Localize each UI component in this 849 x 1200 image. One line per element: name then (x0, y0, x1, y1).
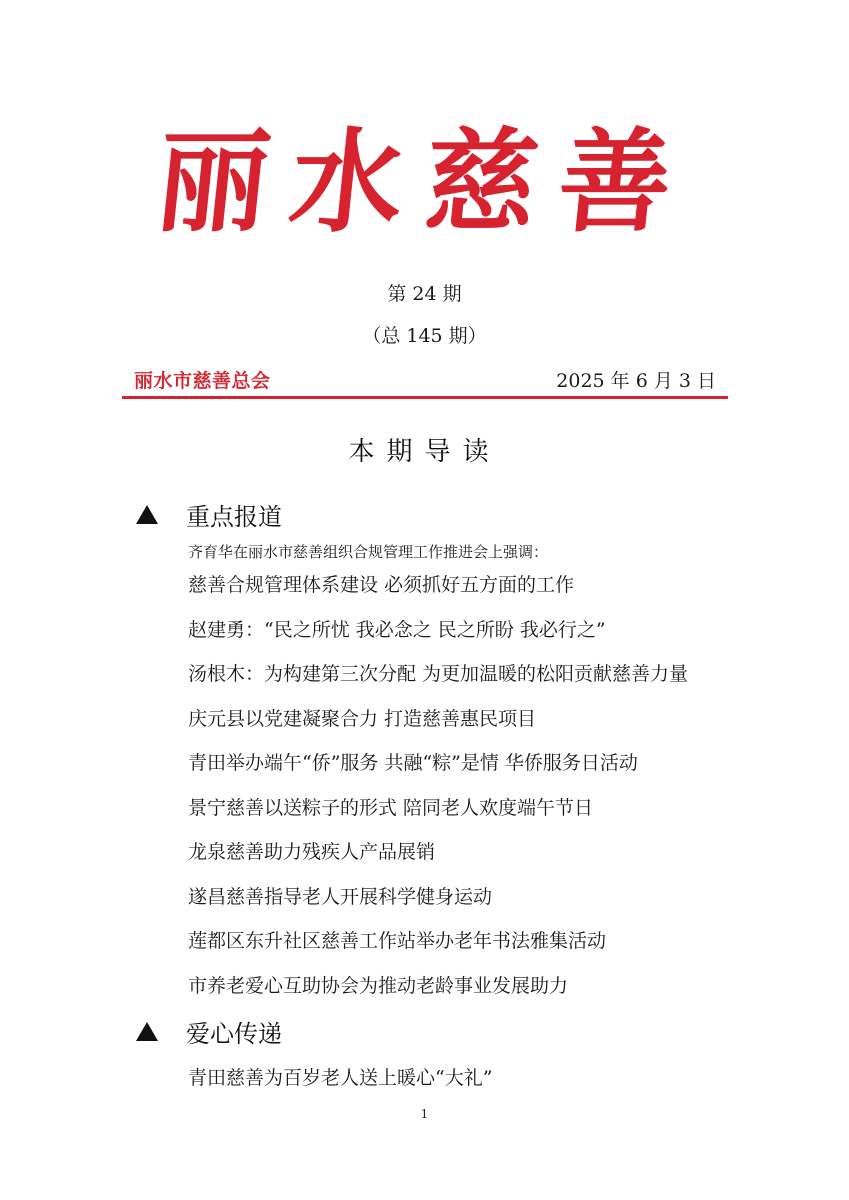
toc-item[interactable]: 市养老爱心互助协会为推动老龄事业发展助力 (188, 975, 569, 997)
section-heading-label: 重点报道 (186, 502, 282, 531)
section-heading-label: 爱心传递 (186, 1019, 282, 1048)
toc-item[interactable]: 遂昌慈善指导老人开展科学健身运动 (188, 886, 493, 908)
toc-item[interactable]: 龙泉慈善助力残疾人产品展销 (188, 841, 436, 863)
toc-item[interactable]: 青田举办端午“侨”服务 共融“粽”是情 华侨服务日活动 (188, 752, 638, 774)
publisher-name: 丽水市慈善总会 (134, 370, 271, 392)
section-lead-note: 齐育华在丽水市慈善组织合规管理工作推进会上强调： (188, 543, 549, 561)
page-number: 1 (420, 1107, 429, 1121)
toc-title: 本期导读 (348, 437, 501, 467)
toc-item[interactable]: 青田慈善为百岁老人送上暖心“大礼” (188, 1067, 493, 1089)
triangle-icon (136, 1022, 158, 1041)
header-divider (122, 396, 728, 399)
triangle-icon (136, 505, 158, 524)
toc-item[interactable]: 莲都区东升社区慈善工作站举办老年书法雅集活动 (188, 930, 607, 952)
section-heading-key-reports (136, 496, 282, 532)
toc-item[interactable]: 慈善合规管理体系建设 必须抓好五方面的工作 (188, 574, 575, 596)
issue-number: 第 24 期 (387, 283, 462, 305)
issue-date: 2025 年 6 月 3 日 (556, 370, 716, 392)
section-heading-love-relay (136, 1013, 282, 1049)
toc-item[interactable]: 汤根木：为构建第三次分配 为更加温暖的松阳贡献慈善力量 (188, 663, 689, 685)
toc-item[interactable]: 赵建勇：“民之所忧 我必念之 民之所盼 我必行之” (188, 619, 606, 641)
issue-total: （总 145 期） (362, 325, 487, 347)
publisher-line (122, 367, 728, 395)
masthead-title: 丽水慈善 (149, 117, 700, 248)
toc-item[interactable]: 庆元县以党建凝聚合力 打造慈善惠民项目 (188, 708, 537, 730)
toc-item[interactable]: 景宁慈善以送粽子的形式 陪同老人欢度端午节日 (188, 797, 594, 819)
masthead (0, 108, 849, 258)
